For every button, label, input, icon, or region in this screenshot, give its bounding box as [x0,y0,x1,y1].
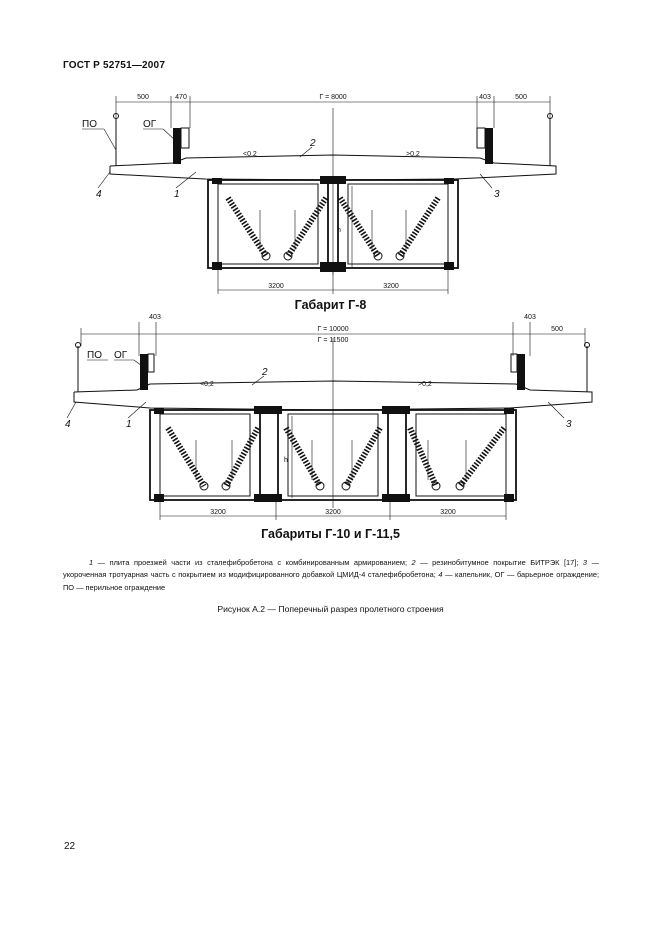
fig1-label-po: ПО [82,119,97,130]
figure1-drawing [82,94,556,294]
fig2-dim-gabarit-10000: Г = 10000 [317,326,349,333]
legend-text-1: — плита проезжей части из сталефибробетона с комбинированным армированием; [93,558,412,567]
fig1-dim-bottom-2: 3200 [383,283,399,290]
fig2-dim-500: 500 [551,326,563,333]
fig1-label-og: ОГ [143,119,157,130]
fig1-height-label: h [337,227,341,234]
legend-text-2: — резинобитумное покрытие БИТРЭК [17]; [415,558,583,567]
fig1-dim-500-right: 500 [515,94,527,101]
fig2-label-po: ПО [87,350,102,361]
legend-num-2: 2 [411,558,416,567]
fig2-dim-403-left: 403 [149,314,161,321]
fig2-slope-left: <0,2 [200,381,214,388]
figure-caption: Рисунок А.2 — Поперечный разрез пролетного строения [217,604,444,614]
fig2-dim-bottom-1: 3200 [210,509,226,516]
fig2-dim-403-right: 403 [524,314,536,321]
fig2-callout-3: 3 [566,419,572,430]
fig2-dim-bottom-2: 3200 [325,509,341,516]
legend-text-3: — укороченная тротуарная часть с покрытием из модифицированного добавкой ЦМИД-4 сталефибробетона; [63,558,599,580]
fig1-callout-3: 3 [494,189,500,200]
fig2-slope-right: >0,2 [418,381,432,388]
fig2-height-label: h [284,457,288,464]
figure1-caption: Габарит Г-8 [294,298,367,312]
fig2-callout-2: 2 [262,367,268,378]
legend-num-4: 4 [438,570,443,580]
figure2-caption: Габариты Г-10 и Г-11,5 [261,527,400,541]
fig1-dim-gabarit: Г = 8000 [319,94,347,101]
fig1-slope-left: <0,2 [243,151,257,158]
fig2-callout-4: 4 [65,419,71,430]
page-number: 22 [64,841,76,852]
fig1-callout-1: 1 [174,189,180,200]
fig1-callout-2: 2 [310,138,316,149]
fig2-callout-1: 1 [126,419,132,430]
fig1-dim-403: 403 [479,94,491,101]
legend-num-3: 3 [582,558,588,567]
fig1-dim-bottom-1: 3200 [268,283,284,290]
fig2-label-og: ОГ [114,350,128,361]
document-header: ГОСТ Р 52751—2007 [63,60,166,71]
fig2-dim-gabarit-11500: Г = 11500 [317,337,349,344]
fig2-dim-bottom-3: 3200 [440,509,456,516]
fig1-dim-500-left: 500 [137,94,149,101]
fig1-slope-right: >0,2 [406,151,420,158]
legend-num-1: 1 [89,558,94,567]
fig1-callout-4: 4 [96,189,102,200]
fig1-dim-470: 470 [175,94,187,101]
figure2-drawing [65,314,592,520]
legend-text-4: — капельник, ОГ — барьерное ограждение; ПО — перильное ограждение [63,570,599,592]
figure-legend [63,557,599,594]
